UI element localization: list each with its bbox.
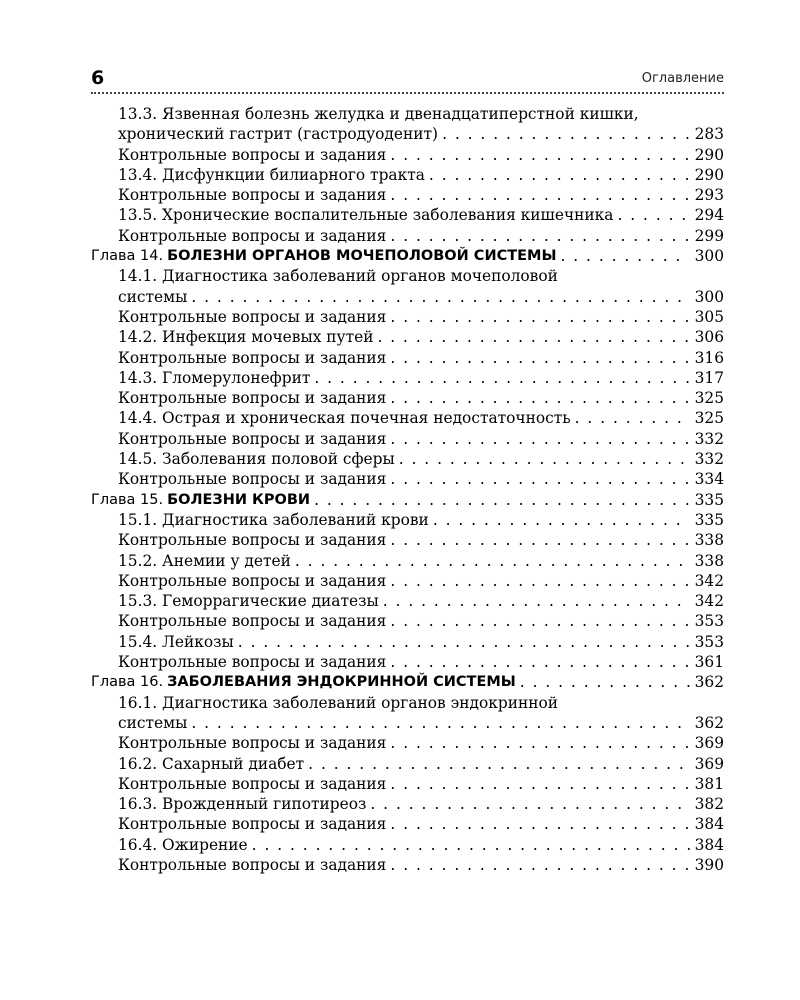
section-title: 14.4. Острая и хроническая почечная недостаточность xyxy=(118,409,571,428)
page-ref: 325 xyxy=(694,389,724,408)
toc-section-entry[interactable] xyxy=(91,287,724,307)
dot-leader xyxy=(617,205,690,225)
section-title: Контрольные вопросы и задания xyxy=(118,348,387,367)
toc-section-entry[interactable] xyxy=(91,855,724,875)
section-title: 16.3. Врожденный гипотиреоз xyxy=(118,795,367,814)
section-title: системы xyxy=(118,287,188,306)
section-title: Контрольные вопросы и задания xyxy=(118,429,387,448)
toc-section-entry[interactable] xyxy=(91,774,724,794)
dot-leader xyxy=(252,835,690,855)
page-ref: 362 xyxy=(694,673,724,692)
section-title: 13.5. Хронические воспалительные заболевания кишечника xyxy=(118,206,614,225)
dot-leader xyxy=(191,287,690,307)
toc-section-entry[interactable] xyxy=(91,713,724,733)
toc-section-entry[interactable] xyxy=(91,632,724,652)
toc-entry-first-line: 13.3. Язвенная болезнь желудка и двенадцатиперстной кишки, xyxy=(118,105,639,123)
toc-section-entry[interactable] xyxy=(91,551,724,571)
toc-section-entry[interactable] xyxy=(91,429,724,449)
page-ref: 338 xyxy=(694,551,724,570)
page-ref: 353 xyxy=(694,632,724,651)
section-title: Контрольные вопросы и задания xyxy=(118,774,387,793)
toc-section-entry[interactable] xyxy=(91,591,724,611)
dot-leader xyxy=(377,327,690,347)
toc-section-entry[interactable] xyxy=(91,652,724,672)
page-ref: 306 xyxy=(694,328,724,347)
dot-leader xyxy=(429,165,690,185)
page-ref: 369 xyxy=(694,734,724,753)
page-ref: 369 xyxy=(694,754,724,773)
dot-leader xyxy=(399,449,690,469)
toc-section-entry[interactable] xyxy=(91,469,724,489)
dot-leader xyxy=(383,591,690,611)
chapter-number: Глава 16. xyxy=(91,674,164,691)
page-ref: 384 xyxy=(694,815,724,834)
section-title: 15.4. Лейкозы xyxy=(118,632,234,651)
dot-leader xyxy=(390,733,690,753)
dot-leader xyxy=(191,713,690,733)
page-ref: 300 xyxy=(694,247,724,266)
section-title: 16.4. Ожирение xyxy=(118,835,248,854)
header-dotted-rule xyxy=(91,92,724,94)
toc-section-entry[interactable] xyxy=(91,226,724,246)
page-ref: 316 xyxy=(694,348,724,367)
toc-entry-first-line: 14.1. Диагностика заболеваний органов мочеполовой xyxy=(118,267,558,286)
page-ref: 293 xyxy=(694,186,724,205)
page-ref: 342 xyxy=(694,571,724,590)
page-ref: 290 xyxy=(694,165,724,184)
dot-leader xyxy=(390,145,690,165)
dot-leader xyxy=(390,571,690,591)
page-ref: 361 xyxy=(694,653,724,672)
page-ref: 353 xyxy=(694,612,724,631)
page-ref: 338 xyxy=(694,531,724,550)
section-title: 15.3. Геморрагические диатезы xyxy=(118,592,379,611)
dot-leader xyxy=(390,388,690,408)
toc-section-entry[interactable] xyxy=(91,307,724,327)
toc-section-entry[interactable] xyxy=(91,733,724,753)
dot-leader xyxy=(390,652,690,672)
section-title: Контрольные вопросы и задания xyxy=(118,186,387,205)
page-ref: 332 xyxy=(694,450,724,469)
toc-chapter-entry[interactable] xyxy=(91,490,724,510)
page-ref: 381 xyxy=(694,774,724,793)
toc-section-entry[interactable] xyxy=(91,530,724,550)
section-title: 13.4. Дисфункции билиарного тракта xyxy=(118,165,425,184)
dot-leader xyxy=(308,754,690,774)
dot-leader xyxy=(370,794,690,814)
toc-section-entry[interactable] xyxy=(91,571,724,591)
page-number: 6 xyxy=(91,67,105,89)
dot-leader xyxy=(390,814,690,834)
running-title: Оглавление xyxy=(641,71,724,86)
dot-leader xyxy=(520,672,690,692)
section-title: системы xyxy=(118,713,188,732)
toc-section-entry[interactable] xyxy=(91,449,724,469)
toc-section-entry[interactable] xyxy=(91,185,724,205)
page-ref: 332 xyxy=(694,429,724,448)
page-ref: 300 xyxy=(694,287,724,306)
section-title: Контрольные вопросы и задания xyxy=(118,307,387,326)
page-ref: 342 xyxy=(694,592,724,611)
page-ref: 299 xyxy=(694,226,724,245)
chapter-title: ЗАБОЛЕВАНИЯ ЭНДОКРИННОЙ СИСТЕМЫ xyxy=(167,674,516,691)
dot-leader xyxy=(390,469,690,489)
dot-leader xyxy=(442,124,690,144)
section-title: 16.2. Сахарный диабет xyxy=(118,754,305,773)
chapter-number: Глава 14. xyxy=(91,248,164,265)
section-title: Контрольные вопросы и задания xyxy=(118,734,387,753)
table-of-contents xyxy=(91,104,724,875)
section-title: Контрольные вопросы и задания xyxy=(118,815,387,834)
page-ref: 362 xyxy=(694,713,724,732)
dot-leader xyxy=(390,348,690,368)
toc-chapter-entry[interactable] xyxy=(91,672,724,692)
section-title: Контрольные вопросы и задания xyxy=(118,531,387,550)
dot-leader xyxy=(295,551,690,571)
toc-section-entry[interactable] xyxy=(91,205,724,225)
chapter-title: БОЛЕЗНИ КРОВИ xyxy=(167,491,311,508)
page-ref: 390 xyxy=(694,855,724,874)
toc-section-entry[interactable] xyxy=(91,611,724,631)
dot-leader xyxy=(314,490,690,510)
page-ref: 317 xyxy=(694,368,724,387)
section-title: Контрольные вопросы и задания xyxy=(118,612,387,631)
dot-leader xyxy=(390,185,690,205)
toc-section-entry[interactable] xyxy=(91,794,724,814)
toc-chapter-entry[interactable] xyxy=(91,246,724,266)
toc-section-entry[interactable] xyxy=(91,814,724,834)
dot-leader xyxy=(238,632,690,652)
section-title: Контрольные вопросы и задания xyxy=(118,145,387,164)
toc-section-entry[interactable] xyxy=(91,124,724,144)
chapter-title: БОЛЕЗНИ ОРГАНОВ МОЧЕПОЛОВОЙ СИСТЕМЫ xyxy=(167,248,557,265)
toc-section-entry[interactable] xyxy=(91,388,724,408)
section-title: 14.2. Инфекция мочевых путей xyxy=(118,328,374,347)
section-title: Контрольные вопросы и задания xyxy=(118,653,387,672)
toc-entry-first-line: 16.1. Диагностика заболеваний органов эндокринной xyxy=(118,693,558,712)
dot-leader xyxy=(390,774,690,794)
toc-section-entry[interactable] xyxy=(91,754,724,774)
dot-leader xyxy=(560,246,690,266)
toc-section-entry[interactable] xyxy=(91,327,724,347)
section-title: Контрольные вопросы и задания xyxy=(118,389,387,408)
page-header xyxy=(91,66,724,92)
section-title: Контрольные вопросы и задания xyxy=(118,571,387,590)
toc-section-entry[interactable] xyxy=(91,145,724,165)
section-title: 15.1. Диагностика заболеваний крови xyxy=(118,510,429,529)
page-ref: 384 xyxy=(694,835,724,854)
dot-leader xyxy=(314,368,690,388)
page-ref: 382 xyxy=(694,795,724,814)
page-ref: 325 xyxy=(694,409,724,428)
toc-section-entry[interactable] xyxy=(91,165,724,185)
page-ref: 335 xyxy=(694,490,724,509)
toc-section-entry[interactable] xyxy=(91,408,724,428)
dot-leader xyxy=(390,226,690,246)
page-ref: 335 xyxy=(694,510,724,529)
section-title: 14.3. Гломерулонефрит xyxy=(118,368,311,387)
dot-leader xyxy=(390,530,690,550)
toc-section-entry[interactable] xyxy=(91,348,724,368)
dot-leader xyxy=(390,855,690,875)
page-ref: 305 xyxy=(694,307,724,326)
section-title: Контрольные вопросы и задания xyxy=(118,470,387,489)
dot-leader xyxy=(390,307,690,327)
page-ref: 283 xyxy=(694,125,724,144)
chapter-number: Глава 15. xyxy=(91,491,164,508)
page-ref: 294 xyxy=(694,206,724,225)
section-title: Контрольные вопросы и задания xyxy=(118,226,387,245)
page-ref: 290 xyxy=(694,145,724,164)
section-title: хронический гастрит (гастродуоденит) xyxy=(118,125,439,144)
dot-leader xyxy=(390,429,690,449)
section-title: 14.5. Заболевания половой сферы xyxy=(118,450,395,469)
section-title: 15.2. Анемии у детей xyxy=(118,551,291,570)
page-ref: 334 xyxy=(694,470,724,489)
toc-section-entry[interactable] xyxy=(91,368,724,388)
toc-section-entry[interactable] xyxy=(91,835,724,855)
dot-leader xyxy=(575,408,690,428)
dot-leader xyxy=(433,510,690,530)
section-title: Контрольные вопросы и задания xyxy=(118,855,387,874)
dot-leader xyxy=(390,611,690,631)
toc-section-entry[interactable] xyxy=(91,510,724,530)
